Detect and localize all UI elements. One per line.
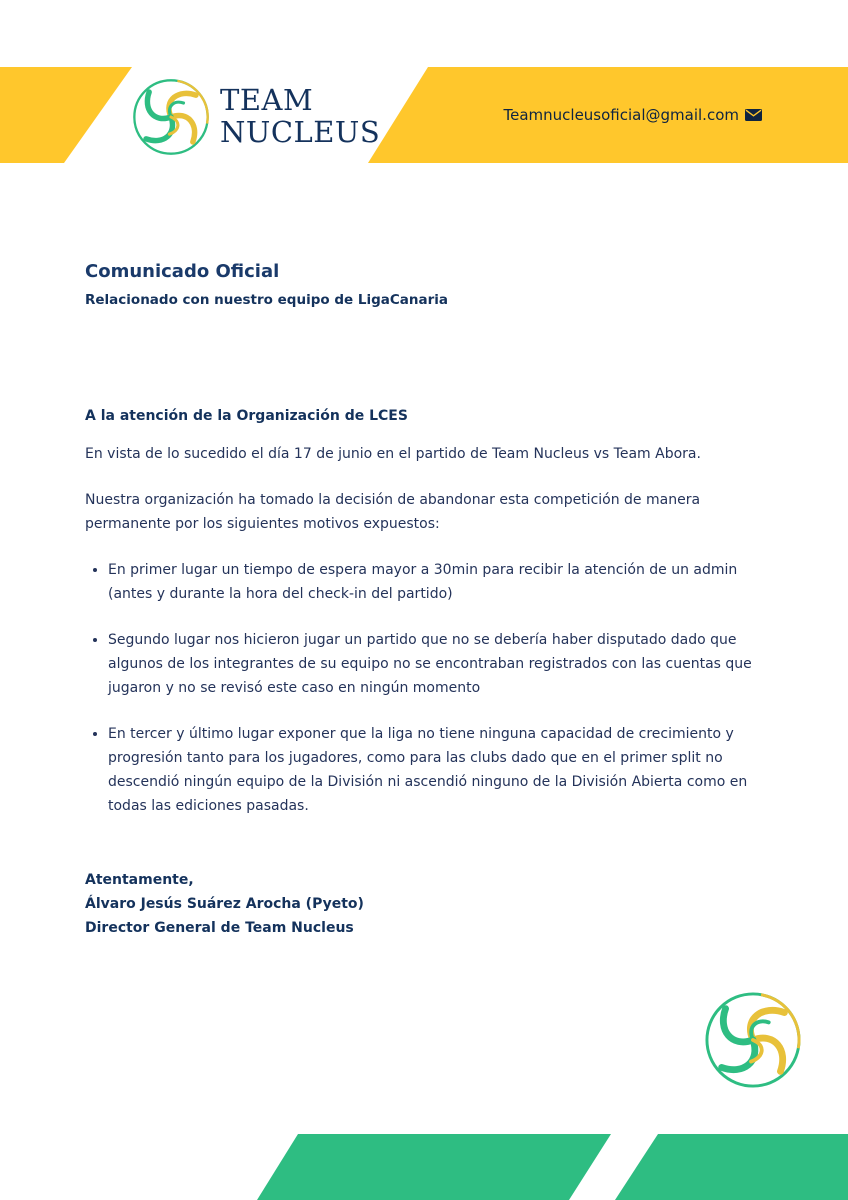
signer-role: Director General de Team Nucleus <box>85 920 354 936</box>
brand-name <box>220 84 380 148</box>
footer-banner <box>0 1134 848 1200</box>
page-subtitle: Relacionado con nuestro equipo de LigaCanaria <box>85 292 448 308</box>
paragraph-context: En vista de lo sucedido el día 17 de junio en el partido de Team Nucleus vs Team Abora. <box>85 446 701 462</box>
signature-block <box>85 868 364 940</box>
attention-line: A la atención de la Organización de LCES <box>85 408 408 424</box>
brand-line-1: TEAM <box>220 83 314 117</box>
page-title: Comunicado Oficial <box>85 261 280 282</box>
paragraph-decision: Nuestra organización ha tomado la decisión de abandonar esta competición de manera permanente por los siguientes motivos expuestos: <box>85 492 701 532</box>
footer-right-shape <box>615 1134 848 1200</box>
signer-name: Álvaro Jesús Suárez Arocha (Pyeto) <box>85 896 364 912</box>
list-item: • Segundo lugar nos hicieron jugar un partido que no se debería haber disputado dado que algunos de los integrantes de su equipo no se encontraban registrados con las cuentas que jugaron y no se revisó este caso en ningún momento <box>108 628 755 700</box>
letter-body <box>85 404 755 818</box>
envelope-icon <box>745 109 762 121</box>
footer-logo-icon <box>704 991 802 1089</box>
footer-left-shape <box>257 1134 611 1200</box>
brand-line-2: NUCLEUS <box>220 115 381 149</box>
reasons-list <box>85 558 755 818</box>
closing-text: Atentamente, <box>85 872 194 888</box>
contact-email[interactable] <box>504 106 763 124</box>
list-item: • En primer lugar un tiempo de espera mayor a 30min para recibir la atención de un admin (antes y durante la hora del check-in del partido) <box>108 558 755 606</box>
list-item: • En tercer y último lugar exponer que la liga no tiene ninguna capacidad de crecimiento y progresión tanto para los jugadores, como para las clubs dado que en el primer split no descendió ningún equipo de la División ni ascendió ninguno de la División Abierta como en todas las ediciones pasadas. <box>108 722 755 818</box>
team-nucleus-logo-icon <box>132 78 210 156</box>
email-text[interactable]: Teamnucleusoficial@gmail.com <box>503 106 739 124</box>
banner-left-shape <box>0 67 132 163</box>
